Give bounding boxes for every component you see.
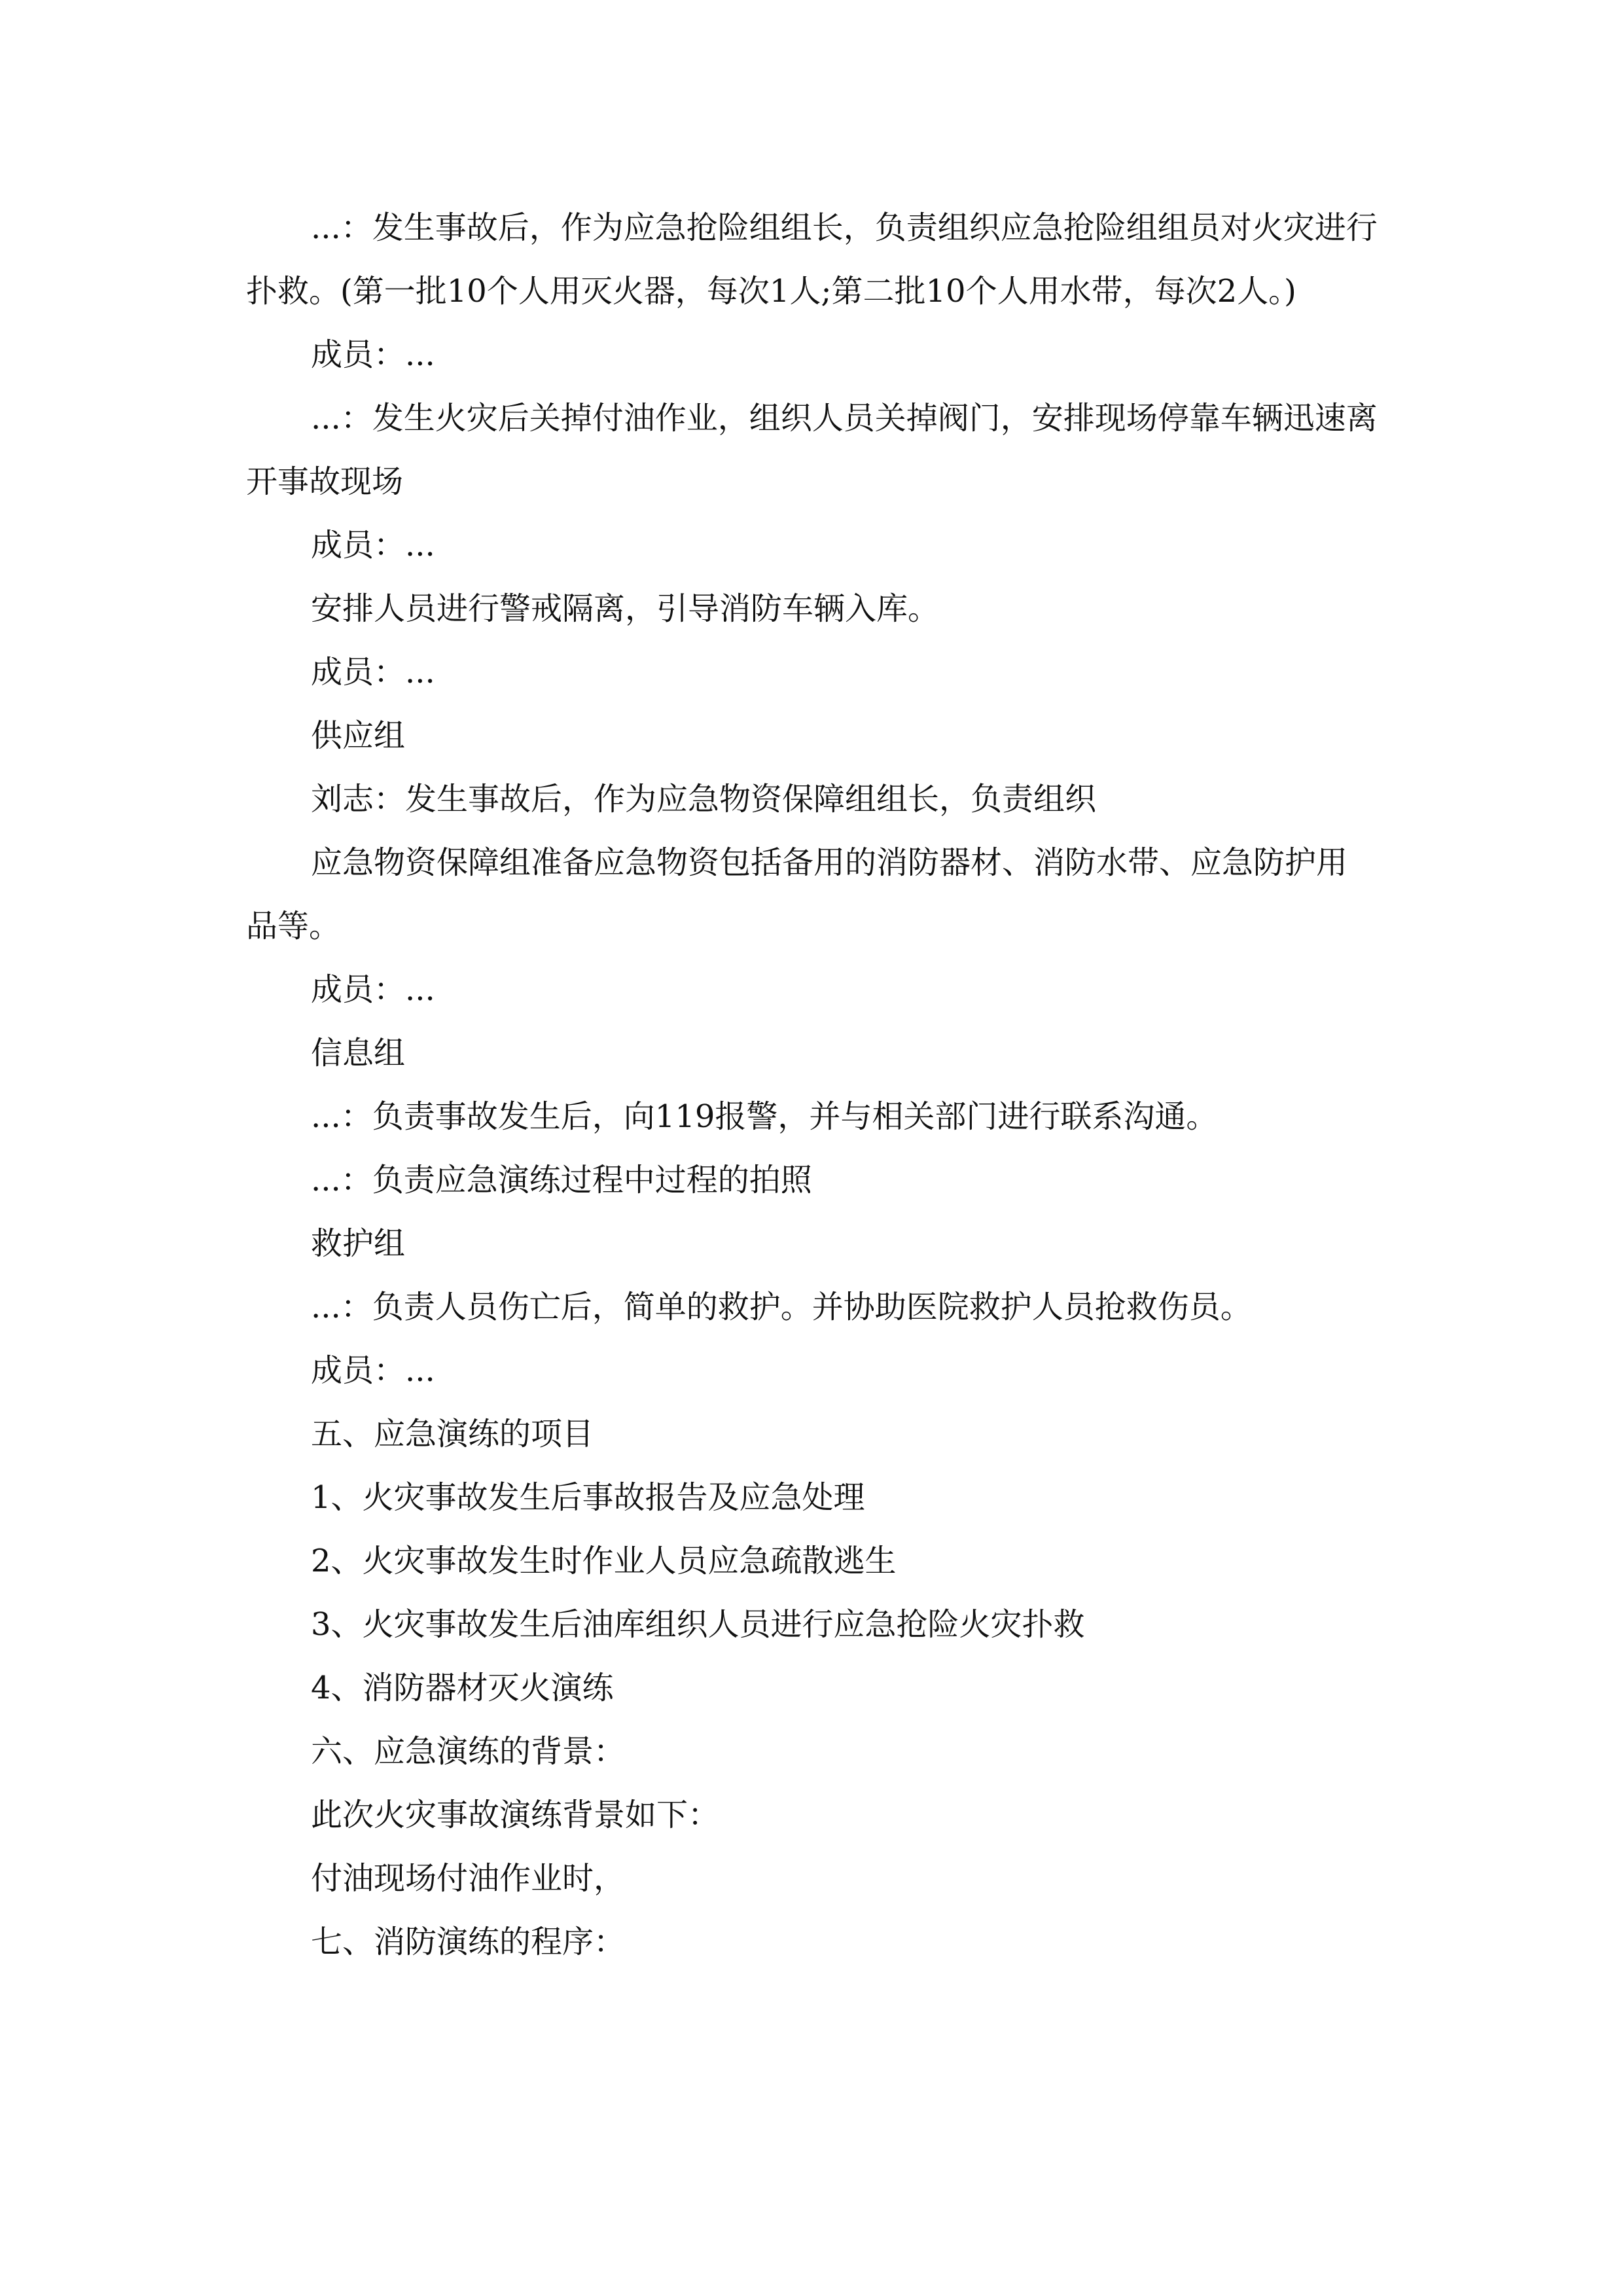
- paragraph-background-scene: 付油现场付油作业时，: [311, 1860, 626, 1897]
- paragraph-supply-materials: 应急物资保障组准备应急物资包括备用的消防器材、消防水带、应急防护用品等。: [246, 844, 1348, 944]
- paragraph-members: 成员：...: [311, 1352, 435, 1389]
- heading-aid-group: 救护组: [311, 1225, 406, 1262]
- list-item: 2、火灾事故发生时作业人员应急疏散逃生: [311, 1543, 897, 1579]
- paragraph-members: 成员：...: [311, 527, 435, 564]
- list-item: 4、消防器材灭火演练: [311, 1670, 614, 1706]
- paragraph-rescue-leader: ...：发生事故后，作为应急抢险组组长，负责组织应急抢险组组员对火灾进行扑救。(第一批10个人用灭火器，每次1人;第二批10个人用水带，每次2人。): [246, 209, 1378, 310]
- heading-supply-group: 供应组: [311, 717, 406, 754]
- paragraph-background-intro: 此次火灾事故演练背景如下：: [311, 1797, 720, 1833]
- section-heading-drill-background: 六、应急演练的背景：: [311, 1733, 626, 1770]
- paragraph-guard-duty: 安排人员进行警戒隔离，引导消防车辆入库。: [311, 590, 940, 627]
- paragraph-members: 成员：...: [311, 971, 435, 1008]
- paragraph-info-photo: ...：负责应急演练过程中过程的拍照: [311, 1162, 812, 1198]
- paragraph-shutdown-duty: ...：发生火灾后关掉付油作业，组织人员关掉阀门，安排现场停靠车辆迅速离开事故现场: [246, 400, 1378, 500]
- paragraph-info-alarm: ...：负责事故发生后，向119报警，并与相关部门进行联系沟通。: [311, 1098, 1218, 1135]
- document-body: [246, 196, 1378, 1974]
- paragraph-members: 成员：...: [311, 654, 435, 691]
- list-item: 1、火灾事故发生后事故报告及应急处理: [311, 1479, 865, 1516]
- paragraph-members: 成员：...: [311, 336, 435, 373]
- paragraph-aid-duty: ...：负责人员伤亡后，简单的救护。并协助医院救护人员抢救伤员。: [311, 1289, 1252, 1325]
- list-item: 3、火灾事故发生后油库组织人员进行应急抢险火灾扑救: [311, 1606, 1085, 1643]
- section-heading-drill-items: 五、应急演练的项目: [311, 1416, 594, 1452]
- paragraph-supply-leader: 刘志：发生事故后，作为应急物资保障组组长，负责组织: [311, 781, 1097, 817]
- heading-info-group: 信息组: [311, 1035, 406, 1071]
- section-heading-drill-procedure: 七、消防演练的程序：: [311, 1924, 626, 1960]
